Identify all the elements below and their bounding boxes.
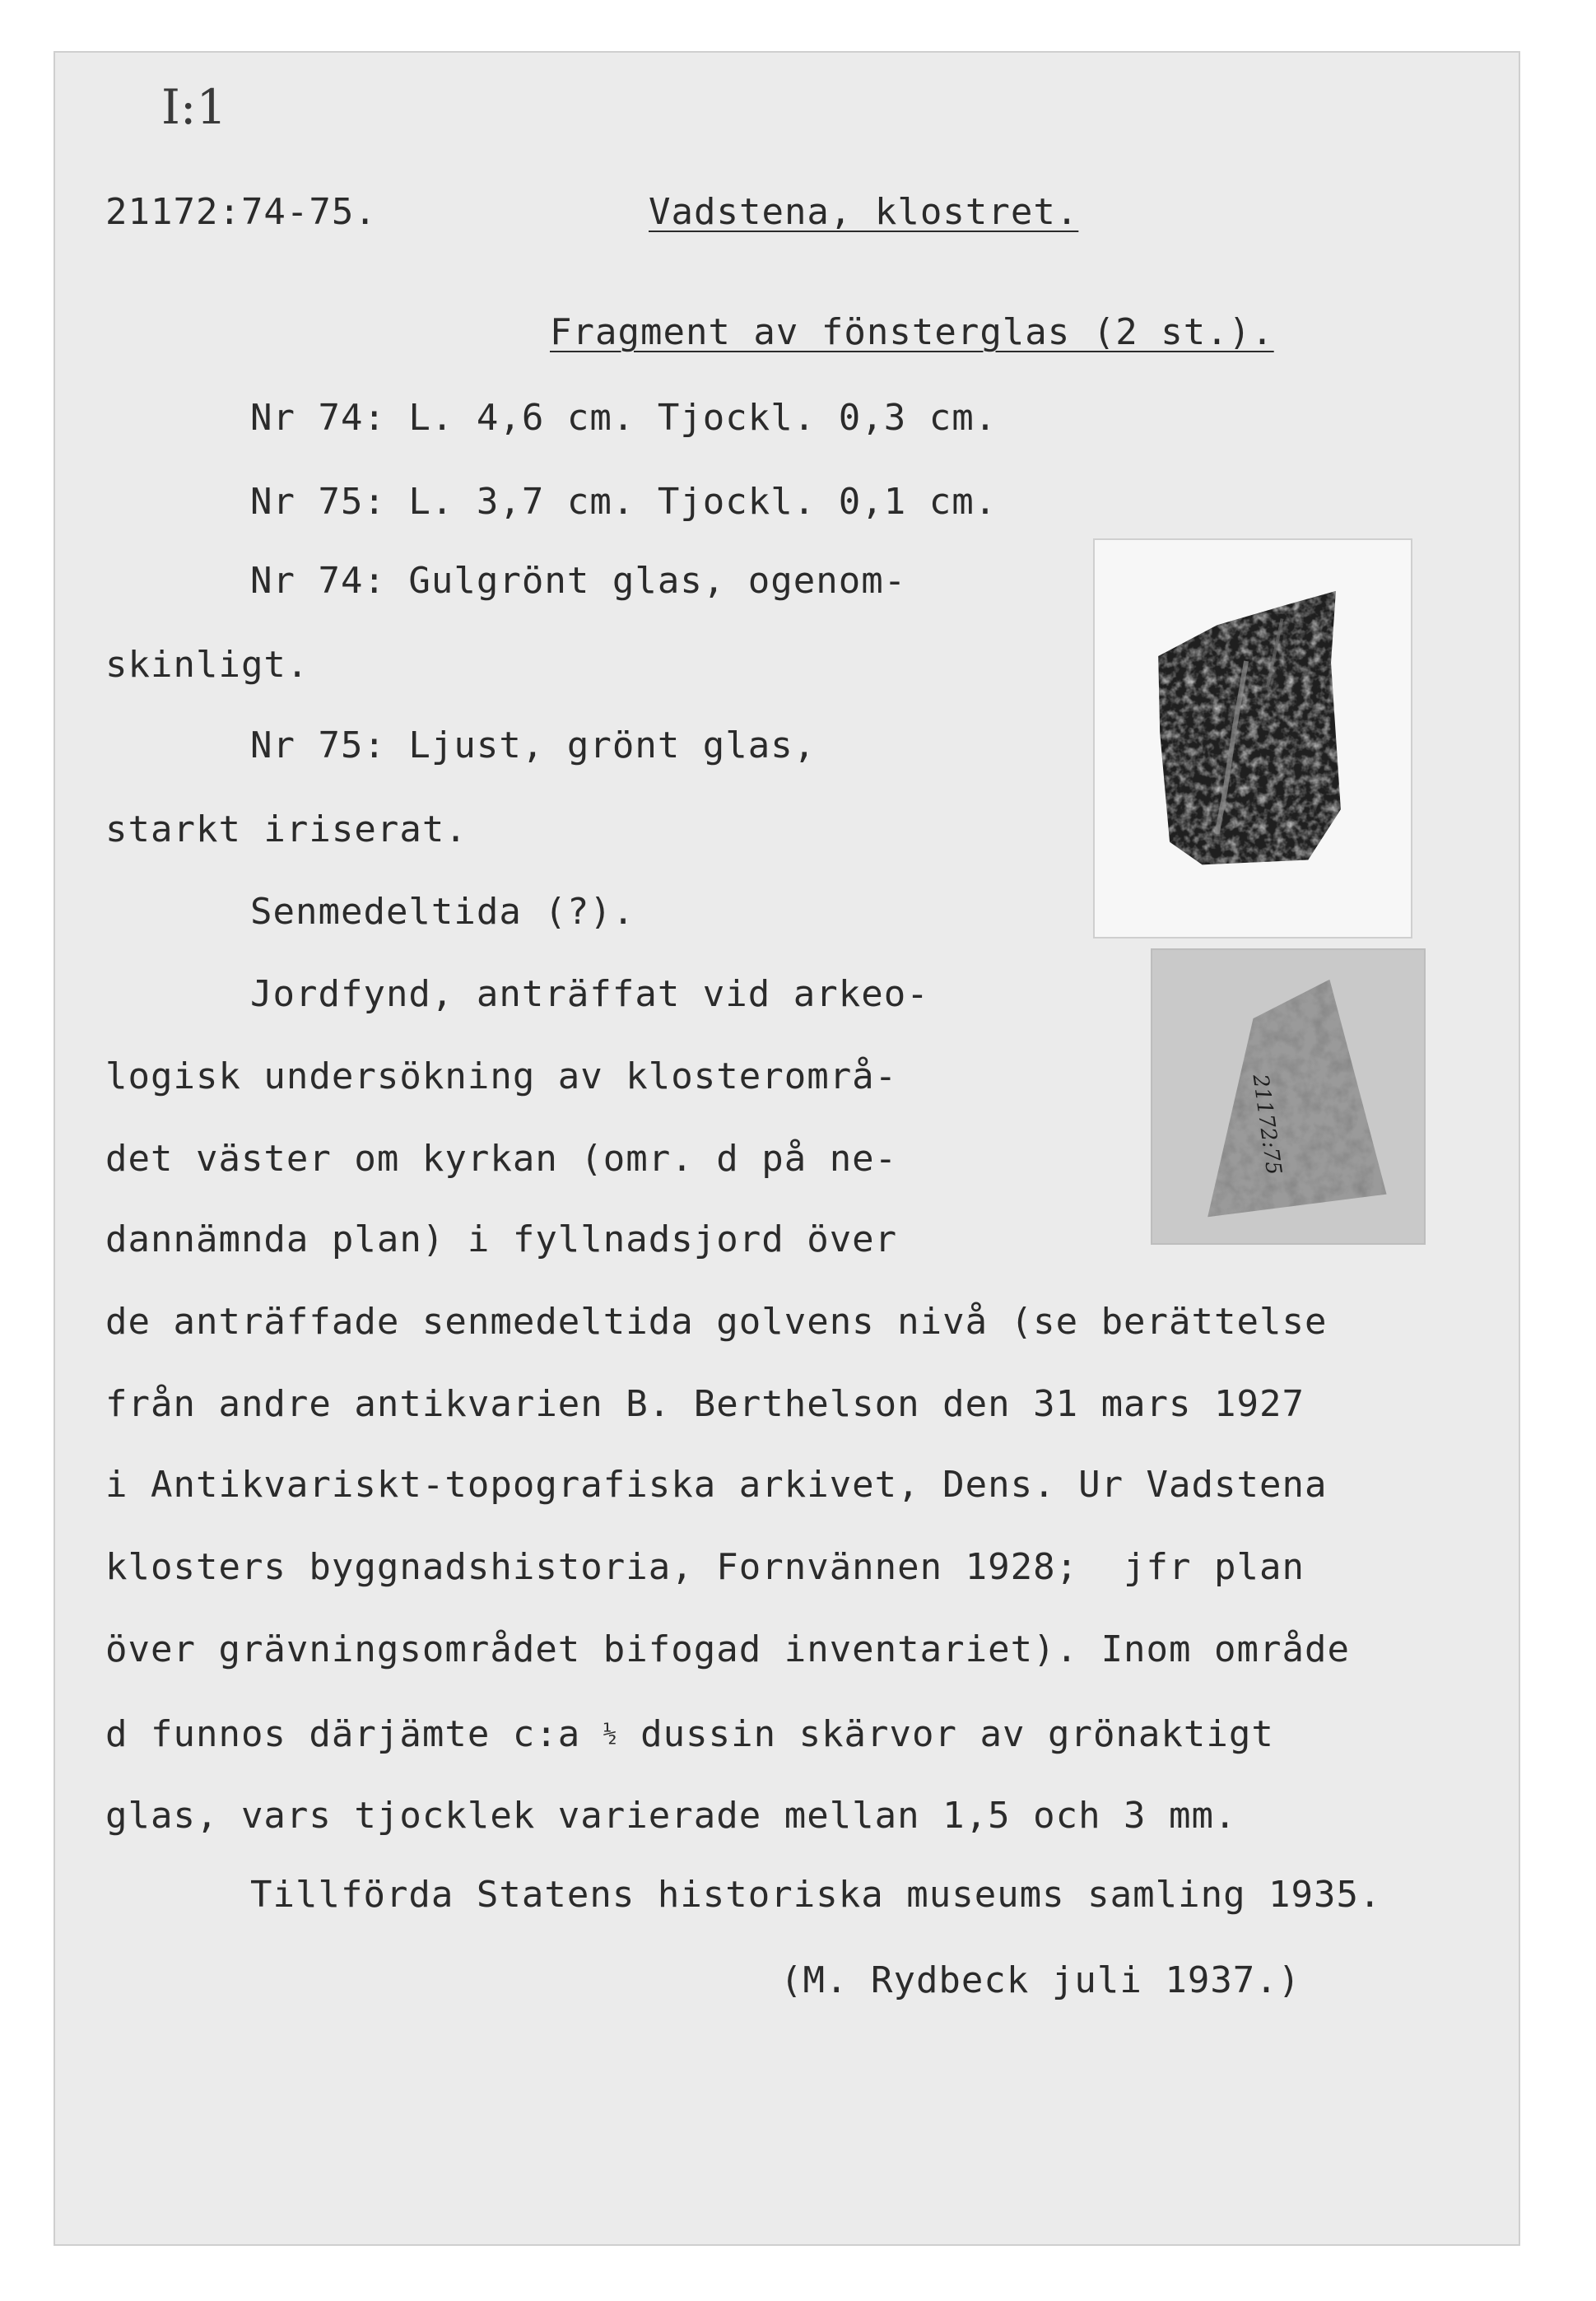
text-line: från andre antikvarien B. Berthelson den 31 mars 1927 — [105, 1383, 1305, 1425]
signature-line: (M. Rydbeck juli 1937.) — [780, 1959, 1301, 2001]
text-line: skinligt. — [105, 644, 309, 686]
corner-mark: I:1 — [161, 79, 227, 135]
text-line: Nr 74: Gulgrönt glas, ogenom- — [250, 560, 907, 602]
text-line: de anträffade senmedeltida golvens nivå (se berättelse — [105, 1301, 1328, 1343]
photo-fragment-74 — [1093, 538, 1412, 939]
text-line: i Antikvariskt-topografiska arkivet, Dens. Ur Vadstena — [105, 1464, 1328, 1506]
site-heading: Vadstena, klostret. — [649, 191, 1079, 233]
text-line: Senmedeltida (?). — [250, 891, 635, 933]
photo-fragment-75 — [1151, 948, 1426, 1245]
fragment-75-image — [1152, 950, 1424, 1243]
text-line: Tillförda Statens historiska museums samling 1935. — [250, 1874, 1382, 1916]
text-line: det väster om kyrkan (omr. d på ne- — [105, 1138, 898, 1180]
text-line: logisk undersökning av klosterområ- — [105, 1055, 898, 1097]
text-line: dannämnda plan) i fyllnadsjord över — [105, 1218, 898, 1260]
text-line: Nr 75: L. 3,7 cm. Tjockl. 0,1 cm. — [250, 481, 998, 523]
catalog-number: 21172:74-75. — [105, 191, 377, 233]
text-line: glas, vars tjocklek varierade mellan 1,5 och 3 mm. — [105, 1795, 1237, 1837]
text-line — [105, 1712, 1274, 1756]
text-line: klosters byggnadshistoria, Fornvännen 1928; jfr plan — [105, 1546, 1305, 1588]
text-line: starkt iriserat. — [105, 808, 468, 850]
fraction-half: ½ — [603, 1720, 618, 1747]
text-line: Nr 74: L. 4,6 cm. Tjockl. 0,3 cm. — [250, 397, 998, 439]
text-line: över grävningsområdet bifogad inventariet). Inom område — [105, 1628, 1350, 1670]
fragment-74-image — [1095, 540, 1411, 937]
text-segment: dussin skärvor av grönaktigt — [617, 1713, 1274, 1755]
fragment-ink-label: 21172:75 — [1247, 1073, 1287, 1177]
object-title: Fragment av fönsterglas (2 st.). — [550, 311, 1274, 353]
text-line: Nr 75: Ljust, grönt glas, — [250, 724, 817, 766]
text-segment: d funnos därjämte c:a — [105, 1713, 581, 1755]
text-line: Jordfynd, anträffat vid arkeo- — [250, 973, 929, 1015]
